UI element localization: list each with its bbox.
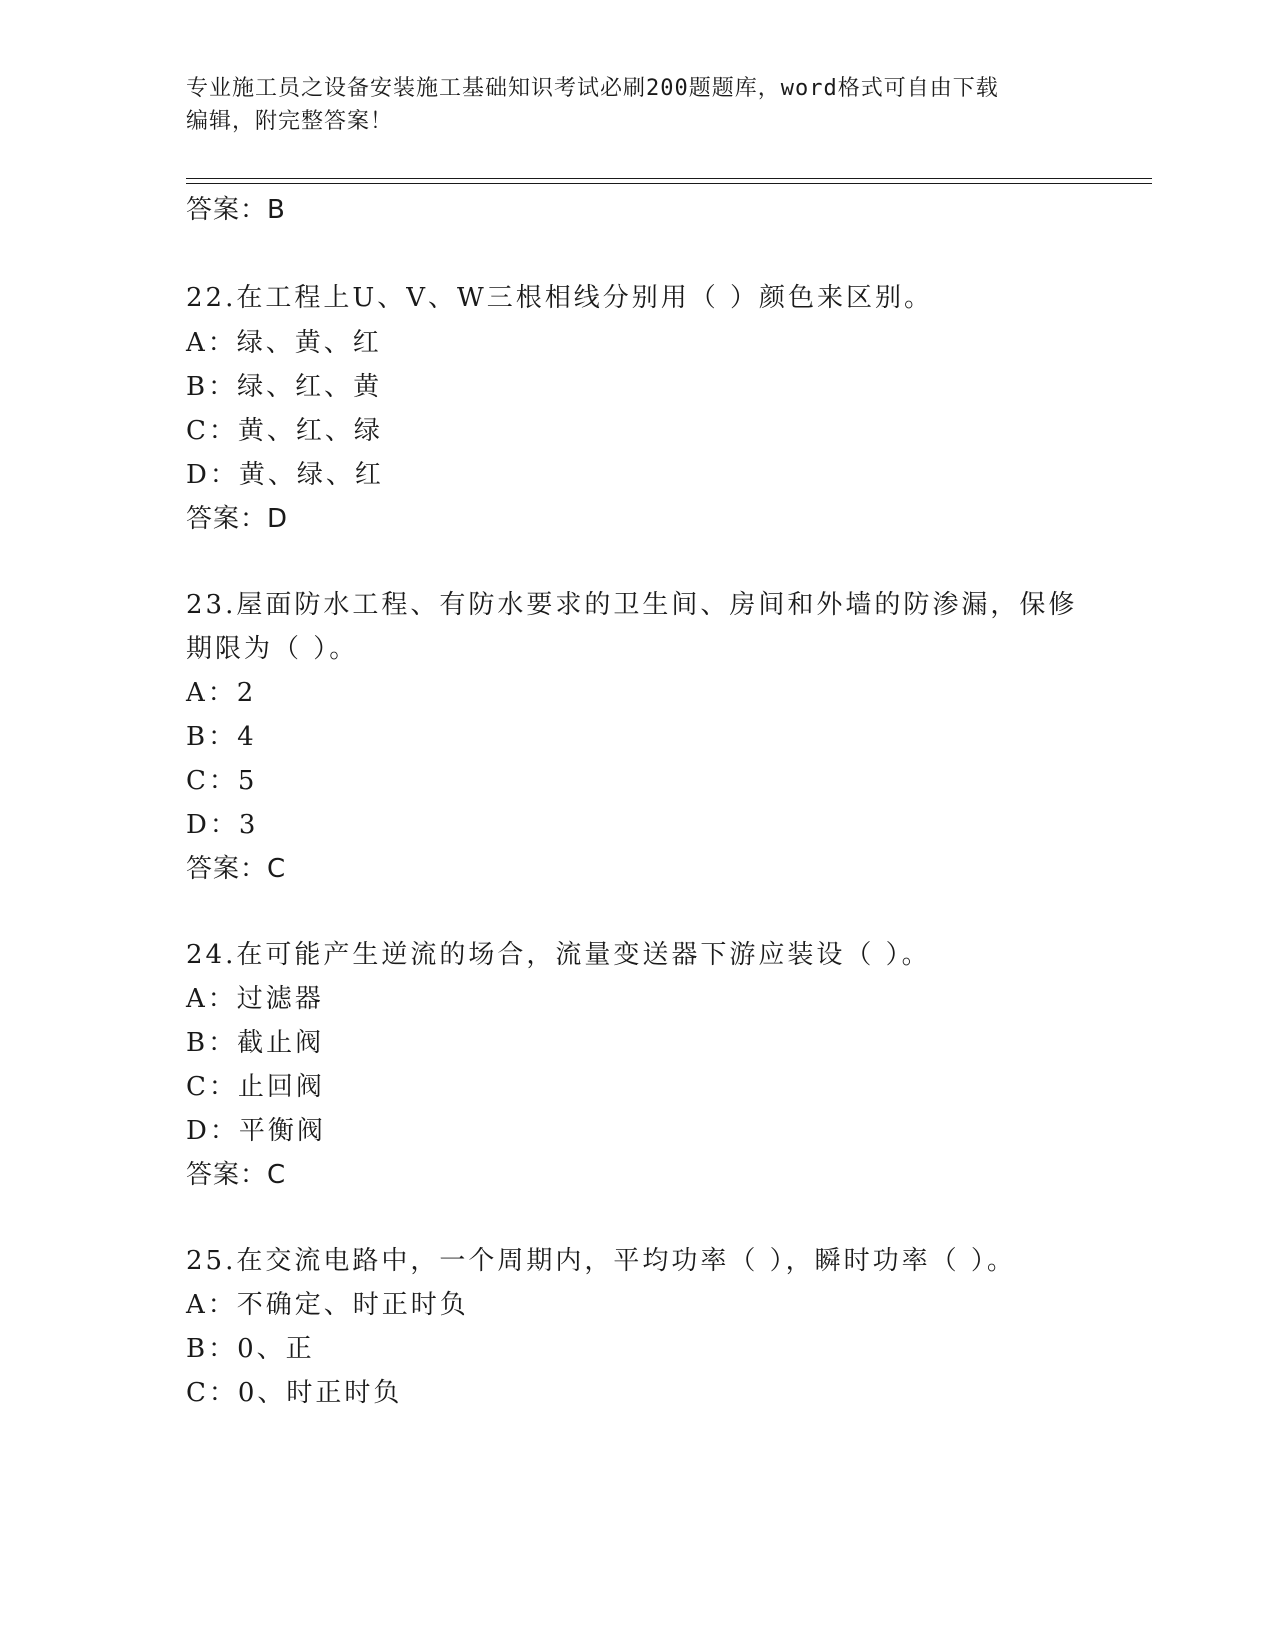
question-23-line-1: 23.屋面防水工程、有防水要求的卫生间、房间和外墙的防渗漏，保修 bbox=[186, 590, 1078, 620]
question-24: 24.在可能产生逆流的场合，流量变送器下游应装设（ ）。 bbox=[186, 940, 931, 970]
option-23-d: D：3 bbox=[186, 810, 259, 840]
question-25: 25.在交流电路中，一个周期内，平均功率（ ），瞬时功率（ ）。 bbox=[186, 1246, 1016, 1276]
option-25-c: C：0、时正时负 bbox=[186, 1378, 403, 1408]
option-24-d: D：平衡阀 bbox=[186, 1116, 326, 1146]
option-23-c: C：5 bbox=[186, 766, 258, 796]
question-23-line-2: 期限为（ ）。 bbox=[186, 634, 359, 664]
option-25-b: B：0、正 bbox=[186, 1334, 315, 1364]
header-divider-bottom bbox=[186, 183, 1152, 184]
option-22-c: C：黄、红、绿 bbox=[186, 416, 383, 446]
answer-21: 答案：B bbox=[186, 195, 286, 225]
question-22: 22.在工程上U、V、W三根相线分别用（ ）颜色来区别。 bbox=[186, 283, 934, 313]
option-23-b: B：4 bbox=[186, 722, 257, 752]
header-divider-top bbox=[186, 178, 1152, 179]
option-22-b: B：绿、红、黄 bbox=[186, 372, 383, 402]
header-line-2: 编辑，附完整答案！ bbox=[186, 109, 394, 134]
answer-22: 答案：D bbox=[186, 504, 289, 534]
option-24-a: A：过滤器 bbox=[186, 984, 324, 1014]
answer-24: 答案：C bbox=[186, 1160, 287, 1190]
option-24-b: B：截止阀 bbox=[186, 1028, 325, 1058]
option-24-c: C：止回阀 bbox=[186, 1072, 325, 1102]
option-23-a: A：2 bbox=[186, 678, 257, 708]
option-22-a: A：绿、黄、红 bbox=[186, 328, 382, 358]
document-header bbox=[186, 72, 1066, 138]
option-22-d: D：黄、绿、红 bbox=[186, 460, 384, 490]
answer-23: 答案：C bbox=[186, 854, 287, 884]
header-line-1: 专业施工员之设备安装施工基础知识考试必刷200题题库，word格式可自由下载 bbox=[186, 76, 999, 101]
option-25-a: A：不确定、时正时负 bbox=[186, 1290, 469, 1320]
